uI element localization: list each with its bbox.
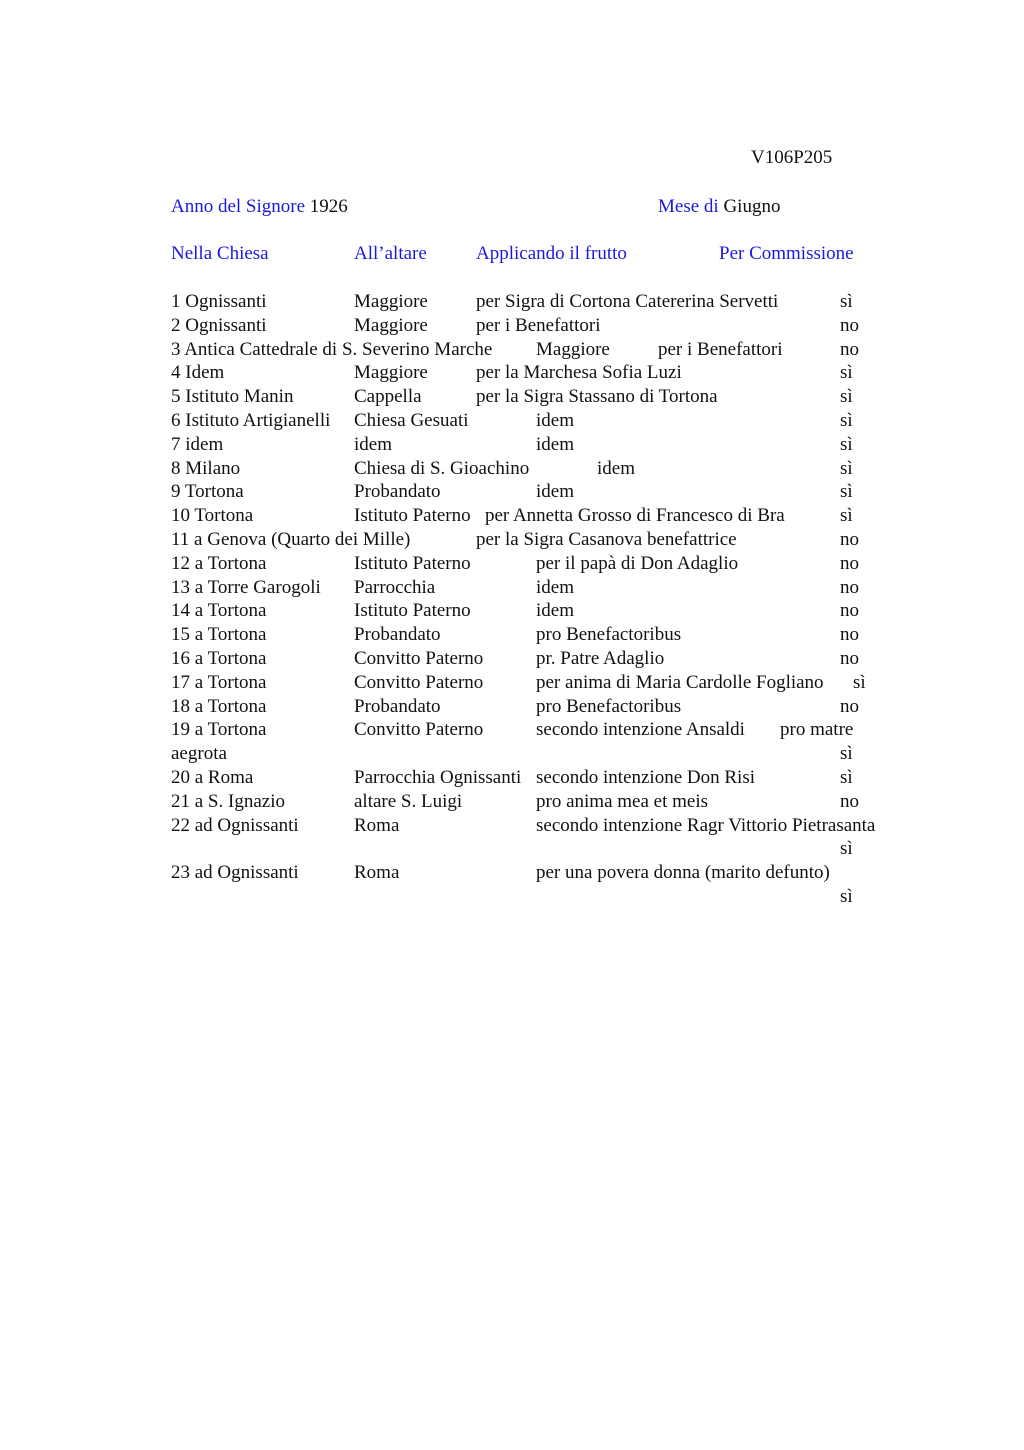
entry-frutto: idem [536, 600, 574, 622]
entry-chiesa: 3 Antica Cattedrale di S. Severino Marche [171, 338, 493, 360]
list-item-continuation [171, 837, 931, 861]
list-item [171, 314, 931, 338]
entry-chiesa: 2 Ognissanti [171, 314, 267, 336]
list-item [171, 409, 931, 433]
entry-altare: altare S. Luigi [354, 790, 463, 812]
entry-chiesa: 19 a Tortona [171, 719, 267, 741]
year-field [171, 196, 348, 218]
list-item [171, 290, 931, 314]
entry-frutto: idem [536, 481, 574, 503]
entry-frutto: idem [536, 576, 574, 598]
entry-frutto: per la Sigra Stassano di Tortona [476, 386, 718, 408]
entry-chiesa: 10 Tortona [171, 505, 254, 527]
list-item [171, 623, 931, 647]
entry-commissione: sì [840, 291, 853, 312]
entry-frutto: per una povera donna (marito defunto) [536, 862, 830, 884]
entry-frutto: idem [597, 457, 635, 479]
entry-altare: Maggiore [354, 362, 428, 384]
entry-commissione: no [840, 314, 859, 336]
entry-altare: Convitto Paterno [354, 647, 484, 669]
entry-frutto-extra: pro matre [780, 719, 854, 741]
entry-altare: Maggiore [536, 338, 610, 360]
entry-chiesa: 4 Idem [171, 362, 225, 384]
entry-altare: Istituto Paterno [354, 505, 471, 527]
entry-frutto: per i Benefattori [658, 338, 783, 360]
entry-chiesa: 20 a Roma [171, 766, 254, 788]
entry-altare: Maggiore [354, 314, 428, 336]
entry-frutto: per Sigra di Cortona Catererina Servetti [476, 291, 779, 312]
entry-altare: Probandato [354, 481, 441, 503]
entry-commissione: no [840, 552, 859, 574]
entry-continuation: aegrota [171, 743, 227, 765]
entry-commissione: sì [840, 362, 853, 384]
entry-commissione: no [840, 790, 859, 812]
entry-commissione: sì [840, 885, 853, 907]
column-header-altare: All’altare [354, 243, 427, 264]
entry-chiesa: 12 a Tortona [171, 552, 267, 574]
entry-chiesa: 18 a Tortona [171, 695, 267, 717]
list-item [171, 695, 931, 719]
entry-commissione: no [840, 647, 859, 669]
entry-commissione: no [840, 624, 859, 646]
entry-commissione: no [840, 600, 859, 622]
entry-commissione: sì [840, 457, 853, 479]
list-item [171, 528, 931, 552]
list-item [171, 814, 931, 838]
entry-frutto: pro anima mea et meis [536, 790, 708, 812]
list-item [171, 361, 931, 385]
entry-frutto: pr. Patre Adaglio [536, 647, 665, 669]
entry-altare: Convitto Paterno [354, 719, 484, 741]
list-item [171, 647, 931, 671]
list-item [171, 457, 931, 481]
list-item-continuation [171, 885, 931, 909]
entry-chiesa: 14 a Tortona [171, 600, 267, 622]
list-item [171, 338, 931, 362]
entry-altare: Chiesa di S. Gioachino [354, 457, 530, 479]
list-item [171, 718, 931, 742]
entry-frutto: pro Benefactoribus [536, 695, 682, 717]
list-item [171, 576, 931, 600]
entry-chiesa: 13 a Torre Garogoli [171, 576, 321, 598]
entry-chiesa: 23 ad Ognissanti [171, 862, 299, 884]
entry-frutto: secondo intenzione Ansaldi [536, 719, 745, 741]
entry-commissione: sì [840, 505, 853, 527]
list-item [171, 599, 931, 623]
list-item [171, 861, 931, 885]
entry-frutto: idem [536, 433, 574, 455]
month-label: Mese di [658, 196, 719, 217]
mass-entries-list [171, 290, 931, 909]
month-field [658, 196, 780, 218]
entry-commissione: no [840, 338, 859, 360]
entry-frutto: per la Marchesa Sofia Luzi [476, 362, 682, 384]
entry-chiesa: 8 Milano [171, 457, 241, 479]
entry-frutto: secondo intenzione Ragr Vittorio Pietrasanta [536, 814, 876, 836]
entry-altare: Istituto Paterno [354, 600, 471, 622]
entry-commissione: sì [840, 409, 853, 431]
entry-chiesa: 11 a Genova (Quarto dei Mille) [171, 528, 411, 550]
entry-altare: Convitto Paterno [354, 671, 484, 693]
entry-altare: Roma [354, 814, 400, 836]
entry-chiesa: 1 Ognissanti [171, 291, 267, 312]
entry-chiesa: 7 idem [171, 433, 224, 455]
list-item [171, 385, 931, 409]
entry-commissione: sì [840, 386, 853, 408]
year-value: 1926 [309, 196, 348, 217]
entry-chiesa: 16 a Tortona [171, 647, 267, 669]
year-label: Anno del Signore [171, 196, 306, 217]
entry-commissione: sì [853, 671, 866, 693]
entry-altare: Cappella [354, 386, 422, 408]
entry-frutto: pro Benefactoribus [536, 624, 682, 646]
entry-altare: Probandato [354, 624, 441, 646]
entry-altare: Parrocchia [354, 576, 436, 598]
entry-chiesa: 5 Istituto Manin [171, 386, 294, 408]
entry-altare: Maggiore [354, 291, 428, 312]
entry-frutto: per la Sigra Casanova benefattrice [476, 528, 737, 550]
date-header [171, 196, 891, 220]
list-item [171, 552, 931, 576]
entry-frutto: secondo intenzione Don Risi [536, 766, 755, 788]
entry-frutto: per Annetta Grosso di Francesco di Bra [485, 505, 785, 527]
list-item [171, 433, 931, 457]
entry-commissione: sì [840, 433, 853, 455]
reference-code: V106P205 [751, 147, 833, 168]
entry-commissione: sì [840, 838, 853, 860]
column-header-chiesa: Nella Chiesa [171, 243, 269, 264]
entry-commissione: no [840, 576, 859, 598]
entry-commissione: sì [840, 766, 853, 788]
entry-chiesa: 15 a Tortona [171, 624, 267, 646]
entry-chiesa: 6 Istituto Artigianelli [171, 409, 331, 431]
list-item [171, 480, 931, 504]
entry-altare: Istituto Paterno [354, 552, 471, 574]
column-header-commissione: Per Commissione [719, 243, 854, 264]
entry-altare: Probandato [354, 695, 441, 717]
entry-commissione: sì [840, 743, 853, 765]
entry-altare: Roma [354, 862, 400, 884]
list-item [171, 790, 931, 814]
entry-altare: Parrocchia Ognissanti [354, 766, 522, 788]
entry-frutto: per anima di Maria Cardolle Fogliano [536, 671, 824, 693]
entry-commissione: sì [840, 481, 853, 503]
entry-altare: Chiesa Gesuati [354, 409, 469, 431]
entry-chiesa: 17 a Tortona [171, 671, 267, 693]
list-item [171, 504, 931, 528]
entry-frutto: per i Benefattori [476, 314, 601, 336]
list-item [171, 766, 931, 790]
entry-frutto: per il papà di Don Adaglio [536, 552, 739, 574]
month-value: Giugno [723, 196, 781, 217]
entry-chiesa: 21 a S. Ignazio [171, 790, 285, 812]
entry-commissione: no [840, 695, 859, 717]
entry-altare: idem [354, 433, 392, 455]
column-headers [171, 243, 891, 267]
entry-chiesa: 9 Tortona [171, 481, 244, 503]
list-item-continuation [171, 742, 931, 766]
entry-commissione: no [840, 528, 859, 550]
column-header-frutto: Applicando il frutto [476, 243, 627, 264]
list-item [171, 671, 931, 695]
entry-chiesa: 22 ad Ognissanti [171, 814, 299, 836]
entry-frutto: idem [536, 409, 574, 431]
